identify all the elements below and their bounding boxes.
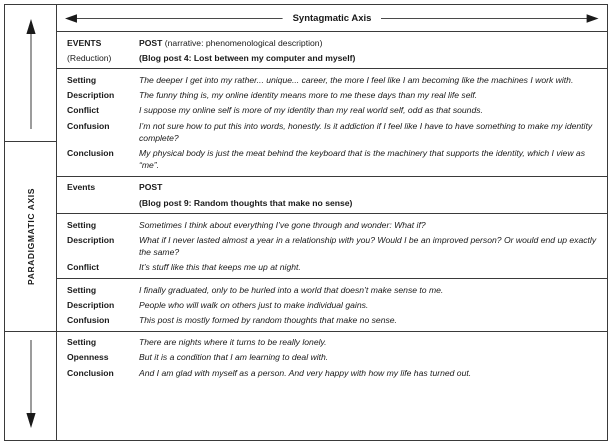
row-value: My physical body is just the meat behind the keyboard that is the machinery that supports the identity, which I view as “me”. — [139, 147, 585, 171]
narrative-row — [57, 282, 607, 297]
row-value: There are nights where it turns to be really lonely. — [139, 337, 327, 348]
row-value: And I am glad with myself as a person. And very happy with how my life has turned out. — [139, 367, 472, 378]
row-label: Description — [67, 90, 115, 101]
row-value: People who will walk on others just to make individual gains. — [139, 299, 369, 310]
row-value: Sometimes I think about everything I’ve gone through and wonder: What if? — [139, 219, 426, 230]
narrative-row — [57, 118, 607, 145]
row-label: Openness — [67, 352, 109, 363]
narrative-block — [57, 177, 607, 214]
narrative-row — [57, 103, 607, 118]
row-value-tail: (narrative: phenomenological description) — [162, 37, 323, 48]
paradigmatic-axis-label: PARADIGMATIC AXIS — [25, 188, 36, 285]
row-label: Description — [67, 299, 115, 310]
narrative-row — [57, 195, 607, 210]
narrative-block — [57, 279, 607, 332]
narrative-row — [57, 145, 607, 172]
narrative-row — [57, 72, 607, 87]
row-value — [139, 197, 601, 209]
row-value: The funny thing is, my online identity means more to me these days than my real life self. — [139, 90, 478, 101]
row-label: Setting — [67, 337, 97, 348]
row-value: What if I never lasted almost a year in a relationship with you? Would I be an improved person? Or would end up exactly the same? — [139, 234, 597, 258]
narrative-block — [57, 32, 607, 69]
arrow-right-icon — [381, 13, 599, 24]
narrative-blocks — [57, 32, 607, 383]
arrow-up-icon — [24, 17, 38, 132]
narrative-row — [57, 88, 607, 103]
narrative-block — [57, 332, 607, 384]
row-label: EVENTS — [67, 37, 102, 48]
narrative-block — [57, 214, 607, 279]
narrative-row — [57, 260, 607, 275]
row-label: Confusion — [67, 120, 110, 131]
syntagmatic-axis-header — [57, 5, 607, 32]
row-value: I finally graduated, only to be hurled into a world that doesn’t make sense to me. — [139, 284, 444, 295]
row-value: I’m not sure how to put this into words, honestly. Is it addiction if I feel like I have to have something to make my identity complete? — [139, 120, 593, 143]
row-label: Confusion — [67, 314, 110, 325]
row-label: Conflict — [67, 105, 99, 116]
row-label: Setting — [67, 284, 97, 295]
row-value — [139, 181, 601, 193]
row-label: Conclusion — [67, 367, 114, 378]
row-value: This post is mostly formed by random thoughts that make no sense. — [139, 314, 397, 325]
row-label: Conflict — [67, 262, 99, 273]
narrative-row — [57, 297, 607, 312]
arrow-left-icon — [65, 13, 283, 24]
figure-frame — [4, 4, 608, 441]
narrative-row — [57, 180, 607, 195]
narrative-row — [57, 50, 607, 65]
row-label: Conclusion — [67, 147, 114, 158]
paradigmatic-axis-bottom-cell — [5, 332, 56, 440]
narrative-row — [57, 217, 607, 232]
row-value: But it is a condition that I am learning to deal with. — [139, 352, 329, 363]
row-value: The deeper I get into my rather... unique... career, the more I feel like I am becoming like the machines I work with. — [139, 74, 574, 85]
row-label: Events — [67, 182, 96, 193]
row-label: Setting — [67, 74, 97, 85]
narrative-row — [57, 335, 607, 350]
row-value-text: POST — [139, 182, 163, 193]
syntagmatic-axis-label: Syntagmatic Axis — [292, 12, 372, 24]
paradigmatic-axis-top-cell — [5, 5, 56, 142]
row-value: It’s stuff like this that keeps me up at night. — [139, 262, 301, 273]
row-value-lead: POST — [139, 37, 163, 48]
narrative-row — [57, 232, 607, 259]
narrative-block — [57, 69, 607, 176]
row-label: Description — [67, 234, 115, 245]
arrow-down-icon — [24, 338, 38, 430]
narrative-row — [57, 350, 607, 365]
narrative-row — [57, 312, 607, 327]
main-column — [57, 5, 607, 440]
narrative-row — [57, 365, 607, 380]
paradigmatic-axis-column — [5, 5, 57, 440]
paradigmatic-axis-label-cell — [5, 142, 56, 332]
row-value-text: (Blog post 9: Random thoughts that make no sense) — [139, 197, 353, 208]
row-label: Setting — [67, 219, 97, 230]
row-label: (Reduction) — [67, 52, 112, 63]
narrative-row — [57, 35, 607, 50]
row-value — [139, 52, 601, 64]
row-value-text: (Blog post 4: Lost between my computer and myself) — [139, 52, 356, 63]
row-value: I suppose my online self is more of my identity than my real world self, odd as that sounds. — [139, 105, 483, 116]
row-value — [139, 37, 601, 49]
